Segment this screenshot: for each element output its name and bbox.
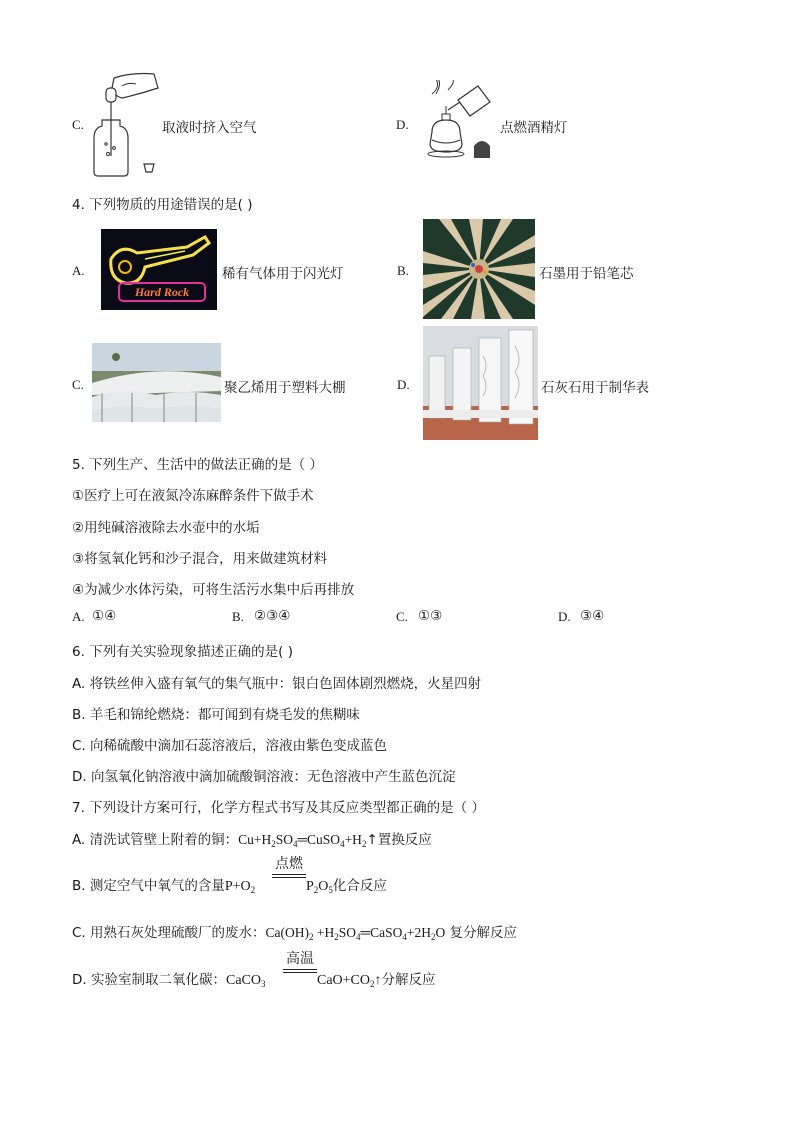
q5-item: ②用纯碱溶液除去水壶中的水垢 [72, 520, 260, 536]
q3-option-d-text: 点燃酒精灯 [500, 120, 568, 136]
q6-option: B. 羊毛和锦纶燃烧：都可闻到有烧毛发的焦糊味 [72, 707, 360, 723]
q5-item: ④为减少水体污染，可将生活污水集中后再排放 [72, 582, 355, 598]
q7-option-d-product: $CaO+CO_2↑$分解反应 [317, 972, 436, 989]
q7-option-b-arrow [272, 856, 306, 878]
reaction-condition: 高温 [286, 951, 314, 967]
q5-choice-b-letter: B. [232, 609, 244, 624]
q5-choice-d-letter: D. [558, 609, 571, 624]
q5-item: ③将氢氧化钙和沙子混合，用来做建筑材料 [72, 551, 328, 567]
q6-option: A. 将铁丝伸入盛有氧气的集气瓶中：银白色固体剧烈燃烧，火星四射 [72, 676, 482, 692]
q3-option-c-text: 取液时挤入空气 [162, 120, 257, 136]
neon-sign-image [101, 229, 217, 310]
q3-option-c-letter: C. [72, 117, 84, 132]
q5-item: ①医疗上可在液氮冷冻麻醉条件下做手术 [72, 488, 314, 504]
q6-option: D. 向氢氧化钠溶液中滴加硫酸铜溶液：无色溶液中产生蓝色沉淀 [72, 769, 456, 785]
q4-option-b-text: 石墨用于铅笔芯 [539, 266, 634, 282]
reaction-condition: 点燃 [275, 856, 303, 872]
q7-option-d-arrow [283, 951, 317, 973]
alcohol-lamp-illustration [418, 80, 498, 164]
dropper-bottle-illustration [92, 68, 162, 180]
q4-option-d-letter: D. [397, 377, 410, 392]
q5-choice-a-letter: A. [72, 609, 85, 624]
q4-stem: 4. 下列物质的用途错误的是( ) [72, 197, 253, 213]
q5-stem: 5. 下列生产、生活中的做法正确的是（ ） [72, 457, 323, 473]
q7-option-a: A. 清洗试管壁上附着的铜：$Cu+H_2SO_4═CuSO_4+H_2↑$置换反应 [72, 832, 432, 849]
greenhouse-image [92, 343, 221, 422]
q5-choice-c-text: ①③ [418, 608, 443, 624]
q5-choice-a-text: ①④ [92, 608, 117, 624]
q7-option-b-product: $P_2O_5$化合反应 [306, 878, 387, 895]
q4-option-c-letter: C. [72, 377, 84, 392]
q7-option-b: B. 测定空气中氧气的含量$P+O_2$ [72, 878, 256, 895]
colored-pencils-image [423, 219, 535, 319]
q4-option-d-text: 石灰石用于制华表 [541, 380, 649, 396]
q4-option-a-text: 稀有气体用于闪光灯 [222, 266, 344, 282]
q7-option-c: C. 用熟石灰处理硫酸厂的废水：$Ca(OH)_2$ $+H_2SO_4═CaSO_4+2H_2O$ 复分解反应 [72, 925, 518, 942]
q4-option-c-text: 聚乙烯用于塑料大棚 [224, 380, 346, 396]
q4-option-a-letter: A. [72, 263, 85, 278]
q7-option-d: D. 实验室制取二氧化碳：CaCO$_3$ [72, 972, 266, 989]
q6-option: C. 向稀硫酸中滴加石蕊溶液后，溶液由紫色变成蓝色 [72, 738, 388, 754]
q7-stem: 7. 下列设计方案可行，化学方程式书写及其反应类型都正确的是（ ） [72, 800, 485, 816]
q6-stem: 6. 下列有关实验现象描述正确的是( ) [72, 644, 293, 660]
q5-choice-d-text: ③④ [580, 608, 605, 624]
neon-sign-text: Hard Rock [134, 285, 190, 299]
q4-option-b-letter: B. [397, 263, 409, 278]
stone-pillars-image [423, 326, 538, 440]
q3-option-d-letter: D. [396, 117, 409, 132]
q5-choice-b-text: ②③④ [254, 608, 291, 624]
q5-choice-c-letter: C. [396, 609, 408, 624]
